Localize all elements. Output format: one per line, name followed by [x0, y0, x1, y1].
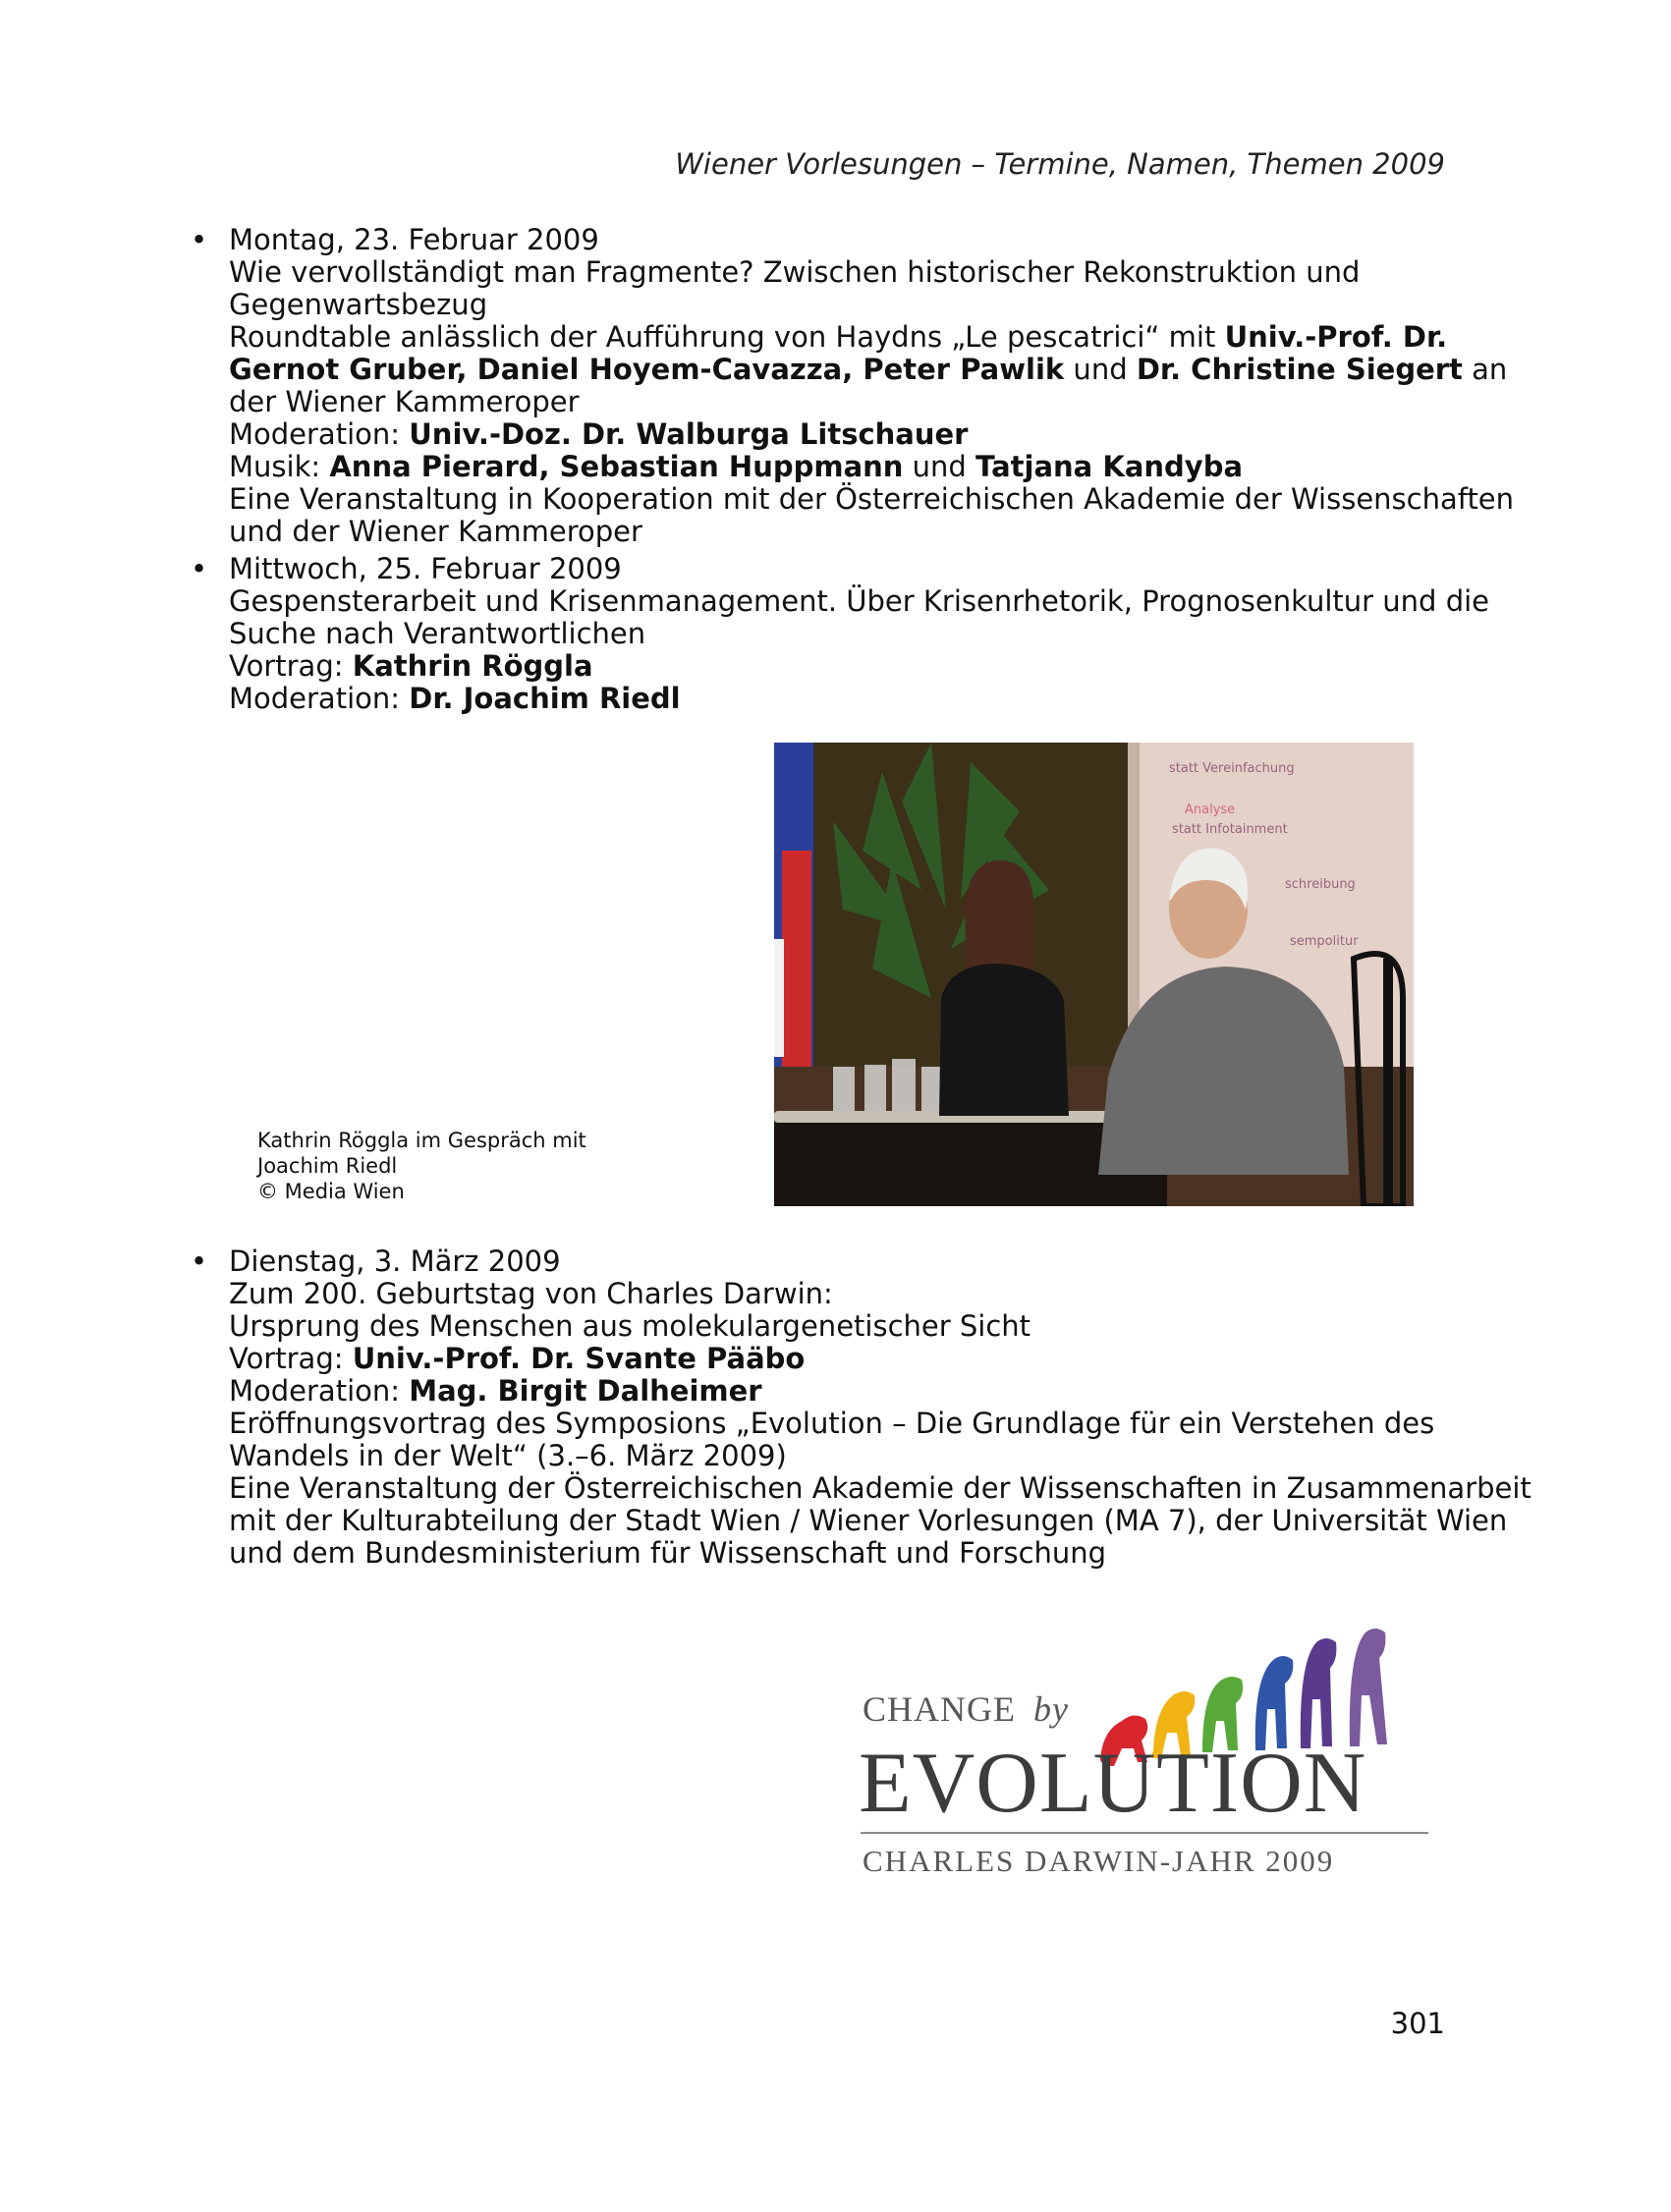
event-talk: Vortrag: Univ.-Prof. Dr. Svante Pääbo [229, 1342, 806, 1375]
event-note: Eine Veranstaltung in Kooperation mit der Österreichischen Akademie der Wissenschaften [229, 482, 1515, 516]
event-description: Roundtable anlässlich der Aufführung von Haydns „Le pescatrici“ mit Univ.-Prof. Dr. [229, 320, 1448, 354]
logo-change-text: CHANGE [863, 1689, 1016, 1729]
event-list [191, 223, 1515, 715]
bullet: • [191, 223, 208, 256]
event-note: mit der Kulturabteilung der Stadt Wien / Wiener Vorlesungen (MA 7), der Universität Wien [229, 1504, 1508, 1537]
event-description: der Wiener Kammeroper [229, 385, 580, 418]
change-by-evolution-logo [857, 1593, 1432, 1898]
event-title: Gespensterarbeit und Krisenmanagement. Über Krisenrhetorik, Prognosenkultur und die [229, 584, 1489, 618]
moderator-name: Mag. Birgit Dalheimer [409, 1374, 762, 1408]
event-moderation: Moderation: Mag. Birgit Dalheimer [229, 1374, 762, 1408]
banner-text: statt Vereinfachung [1169, 761, 1295, 776]
bullet: • [191, 552, 208, 585]
event-item [191, 1244, 1532, 1570]
banner-text: schreibung [1285, 877, 1356, 892]
event-title: Ursprung des Menschen aus molekulargenetischer Sicht [229, 1309, 1031, 1343]
evolution-figure-icon [1301, 1638, 1337, 1748]
event-title: Gegenwartsbezug [229, 288, 488, 321]
participant-name: Gernot Gruber, Daniel Hoyem-Cavazza, Peter Pawlik [229, 353, 1065, 386]
moderator-name: Dr. Joachim Riedl [409, 682, 681, 715]
moderator-name: Univ.-Doz. Dr. Walburga Litschauer [409, 417, 969, 451]
participant-name: Dr. Christine Siegert [1136, 353, 1463, 386]
event-list [191, 1244, 1532, 1570]
event-note: Wandels in der Welt“ (3.–6. März 2009) [229, 1439, 787, 1472]
event-note: und dem Bundesministerium für Wissenschaft und Forschung [229, 1536, 1107, 1570]
photo-caption [257, 1128, 586, 1204]
event-date: Dienstag, 3. März 2009 [229, 1244, 561, 1278]
event-note: Eröffnungsvortrag des Symposions „Evolution – Die Grundlage für ein Verstehen des [229, 1407, 1435, 1440]
musician-name: Tatjana Kandyba [975, 450, 1244, 483]
event-item [191, 552, 1489, 715]
photo-credit: © Media Wien [257, 1180, 405, 1203]
event-note: und der Wiener Kammeroper [229, 515, 642, 548]
banner-text: sempolitur [1290, 934, 1359, 949]
event-moderation: Moderation: Univ.-Doz. Dr. Walburga Litschauer [229, 417, 969, 451]
event-title: Wie vervollständigt man Fragmente? Zwischen historischer Rekonstruktion und [229, 255, 1361, 289]
musician-names: Anna Pierard, Sebastian Huppmann [329, 450, 904, 483]
event-music: Musik: Anna Pierard, Sebastian Huppmann und Tatjana Kandyba [229, 450, 1244, 483]
logo-by-text: by [1033, 1689, 1069, 1729]
banner-text: statt Infotainment [1172, 822, 1288, 837]
running-header: Wiener Vorlesungen – Termine, Namen, Themen 2009 [675, 147, 1445, 181]
banner-text: Analyse [1185, 802, 1236, 817]
logo-evolution-text: EVOLUTION [859, 1736, 1367, 1831]
logo-subtitle-text: CHARLES DARWIN-JAHR 2009 [863, 1844, 1335, 1878]
event-title: Zum 200. Geburtstag von Charles Darwin: [229, 1277, 833, 1310]
event-note: Eine Veranstaltung der Österreichischen Akademie der Wissenschaften in Zusammenarbeit [229, 1471, 1532, 1505]
event-title: Suche nach Verantwortlichen [229, 617, 646, 650]
svg-text:CHANGE by [863, 1689, 1069, 1729]
event-item [191, 223, 1515, 548]
caption-line: Kathrin Röggla im Gespräch mit [257, 1129, 586, 1152]
event-date: Mittwoch, 25. Februar 2009 [229, 552, 622, 585]
evolution-figure-icon [1350, 1629, 1387, 1746]
event-description: Gernot Gruber, Daniel Hoyem-Cavazza, Peter Pawlik und Dr. Christine Siegert an [229, 353, 1508, 386]
caption-line: Joachim Riedl [257, 1154, 398, 1178]
event-date: Montag, 23. Februar 2009 [229, 223, 599, 256]
bullet: • [191, 1244, 208, 1278]
speaker-name: Kathrin Röggla [352, 649, 593, 683]
speaker-name: Univ.-Prof. Dr. Svante Pääbo [352, 1342, 806, 1375]
event-moderation: Moderation: Dr. Joachim Riedl [229, 682, 681, 715]
page-number: 301 [1390, 2007, 1445, 2040]
event-talk: Vortrag: Kathrin Röggla [229, 649, 593, 683]
event-photo [774, 743, 1414, 1206]
participant-name: Univ.-Prof. Dr. [1224, 320, 1448, 354]
